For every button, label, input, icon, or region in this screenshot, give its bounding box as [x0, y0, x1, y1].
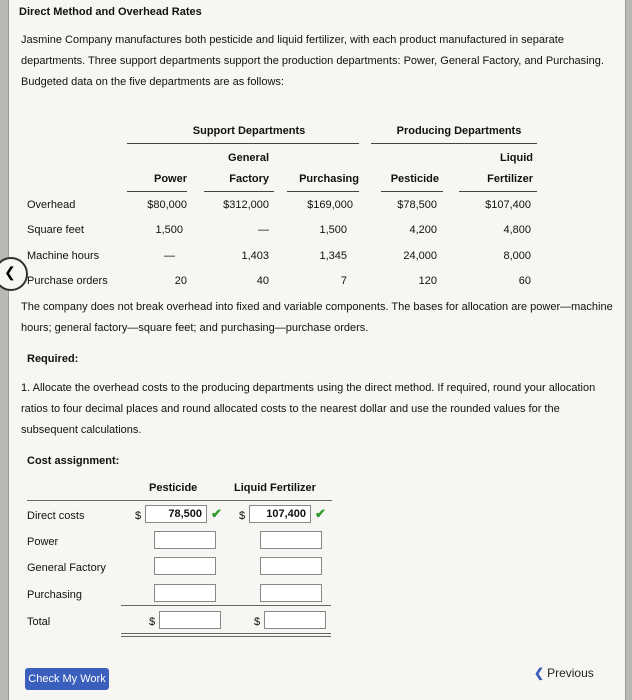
dollar-sign: $: [254, 616, 261, 628]
liquid-purchasing-input[interactable]: [260, 584, 322, 602]
question-page: [8, 0, 626, 700]
cell-pesticide: 120: [418, 275, 437, 287]
ca-row-label: General Factory: [27, 562, 106, 574]
previous-button[interactable]: [534, 666, 594, 680]
previous-label: Previous: [547, 666, 594, 680]
liquid-power-input[interactable]: [260, 531, 322, 549]
cell-liquid: $107,400: [485, 199, 531, 211]
ca-liquid-header: Liquid Fertilizer: [234, 482, 316, 494]
general-header-line1: General: [228, 152, 269, 164]
ca-row-label: Direct costs: [27, 510, 85, 522]
ca-row-label: Purchasing: [27, 589, 83, 601]
dollar-sign: $: [149, 616, 156, 628]
allocation-note: The company does not break overhead into fixed and variable components. The bases for allocation are power—machine hours; general factory—square feet; and purchasing—purchase orders.: [21, 301, 613, 334]
power-header: Power: [153, 173, 187, 185]
dollar-sign: $: [135, 510, 142, 522]
chevron-left-icon: ❮: [4, 264, 16, 280]
row-label: Purchase orders: [27, 275, 108, 287]
cell-purchasing: $169,000: [307, 199, 353, 211]
cell-power: —: [164, 250, 175, 262]
cell-power: 1,500: [155, 224, 183, 236]
general-header-line2: Factory: [229, 173, 269, 185]
liquid-general-factory-input[interactable]: [260, 557, 322, 575]
cell-liquid: 4,800: [503, 224, 531, 236]
cell-general: 40: [256, 275, 269, 287]
required-label: Required:: [27, 353, 79, 365]
ca-pesticide-header: Pesticide: [149, 482, 198, 494]
ca-row-label: Power: [27, 536, 59, 548]
liquid-header-line2: Fertilizer: [487, 173, 533, 185]
dollar-sign: $: [239, 510, 246, 522]
pesticide-total-input[interactable]: [159, 611, 221, 629]
row-label: Square feet: [27, 224, 84, 236]
cell-purchasing: 1,500: [319, 224, 347, 236]
check-my-work-button[interactable]: Check My Work: [25, 668, 109, 690]
liquid-header-line1: Liquid: [500, 152, 533, 164]
check-icon: ✔: [211, 506, 222, 521]
cost-assignment-heading: Cost assignment:: [27, 455, 120, 467]
cell-pesticide: 4,200: [409, 224, 437, 236]
page-title: Direct Method and Overhead Rates: [19, 6, 202, 18]
support-departments-header: Support Departments: [192, 125, 306, 137]
pesticide-power-input[interactable]: [154, 531, 216, 549]
pesticide-direct-costs-input[interactable]: 78,500: [145, 505, 207, 523]
cell-general: $312,000: [223, 199, 269, 211]
row-label: Machine hours: [27, 250, 100, 262]
pesticide-header: Pesticide: [390, 173, 439, 185]
cell-liquid: 60: [518, 275, 531, 287]
cell-pesticide: 24,000: [403, 250, 437, 262]
cell-general: 1,403: [241, 250, 269, 262]
pesticide-general-factory-input[interactable]: [154, 557, 216, 575]
purchasing-header: Purchasing: [299, 173, 359, 185]
liquid-direct-costs-input[interactable]: 107,400: [249, 505, 311, 523]
chevron-left-icon: ❮: [534, 666, 545, 680]
cell-pesticide: $78,500: [397, 199, 437, 211]
check-icon: ✔: [315, 506, 326, 521]
liquid-total-input[interactable]: [264, 611, 326, 629]
cell-liquid: 8,000: [503, 250, 531, 262]
cell-purchasing: 1,345: [319, 250, 347, 262]
producing-departments-header: Producing Departments: [396, 125, 522, 137]
cell-power: $80,000: [147, 199, 187, 211]
row-label: Overhead: [27, 199, 76, 211]
question-text: 1. Allocate the overhead costs to the producing departments using the direct method. If required, round your allocation ratios to four decimal places and round allocated costs to the nearest dollar and use the rounded values for the subsequent calculations.: [21, 382, 596, 436]
pesticide-purchasing-input[interactable]: [154, 584, 216, 602]
ca-row-label: Total: [27, 616, 51, 628]
cell-power: 20: [174, 275, 187, 287]
cell-purchasing: 7: [340, 275, 347, 287]
intro-paragraph: Jasmine Company manufactures both pesticide and liquid fertilizer, with each product manufactured in separate departments. Three support departments support the production departments: Power, General Factory, and Purchasing. Budgeted data on the five departments are as follows:: [21, 34, 604, 88]
cell-general: —: [258, 224, 269, 236]
